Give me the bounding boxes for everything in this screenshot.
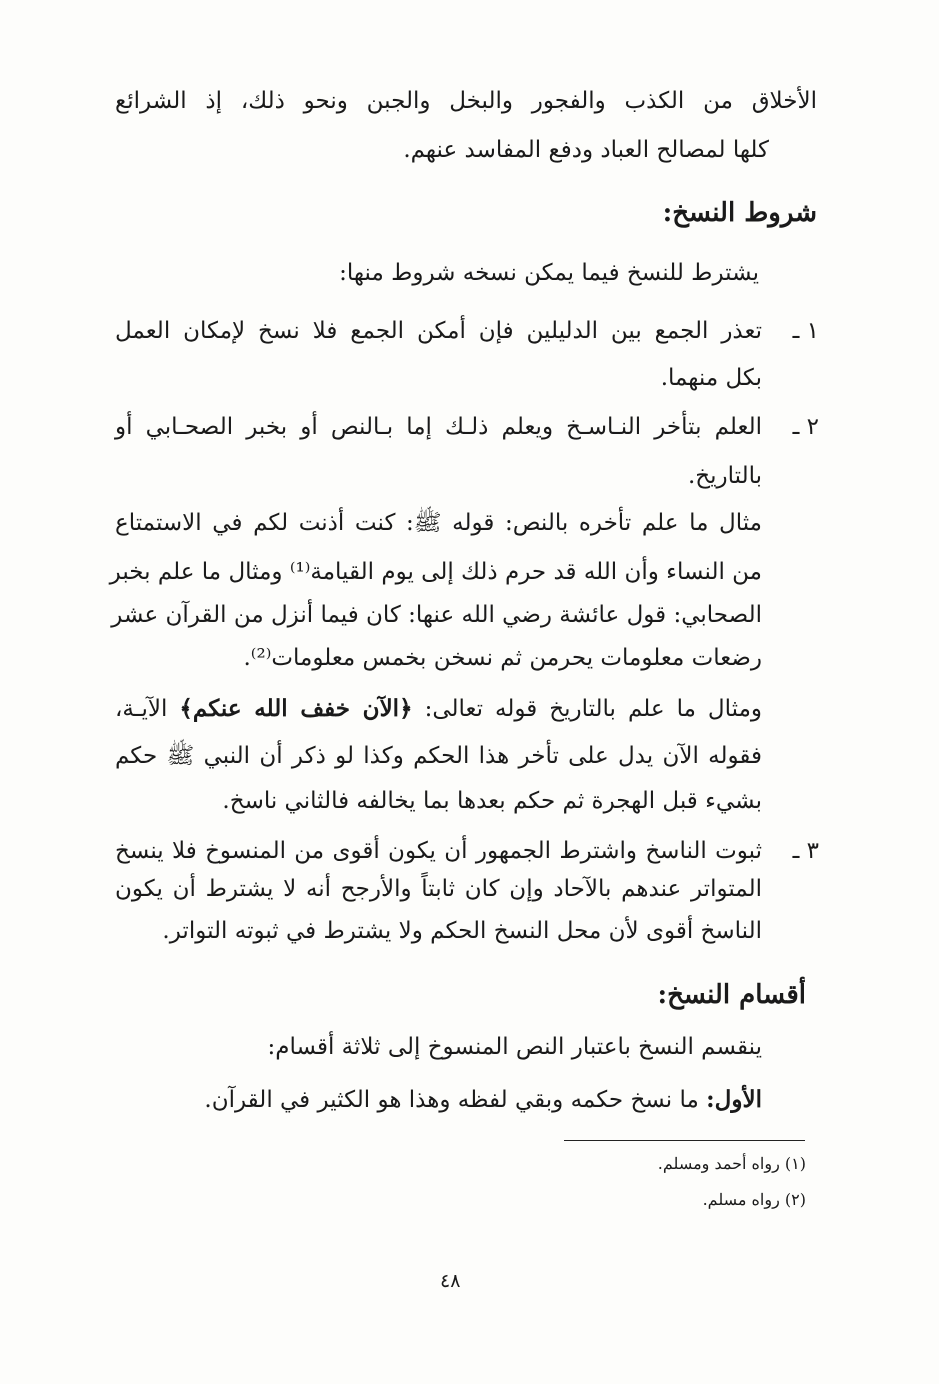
condition-line: بالتاريخ.	[687, 463, 762, 489]
division-text: ما نسخ حكمه وبقي لفظه وهذا هو الكثير في القرآن.	[204, 1087, 699, 1113]
paragraph-line: كلها لمصالح العباد ودفع المفاسد عنهم.	[403, 137, 769, 163]
condition-line: الناسخ أقوى لأن محل النسخ الحكم ولا يشترط في ثبوته التواتر.	[162, 918, 762, 944]
footnote: (٢) رواه مسلم.	[702, 1190, 806, 1209]
section-heading: شروط النسخ:	[662, 198, 817, 228]
example-line: فقوله الآن يدل على تأخر هذا الحكم وكذا لو ذكر أن النبي ﷺ حكم	[115, 743, 762, 769]
condition-number: ٣ ـ	[792, 838, 819, 864]
condition-number: ٢ ـ	[792, 414, 819, 440]
example-text: الآيـة،	[115, 696, 168, 722]
footnote-separator	[564, 1140, 805, 1141]
division-line	[204, 1083, 762, 1117]
condition-line: ثبوت الناسخ واشترط الجمهور أن يكون أقوى من المنسوخ فلا ينسخ	[115, 838, 762, 864]
condition-number: ١ ـ	[792, 318, 819, 344]
footnote: (١) رواه أحمد ومسلم.	[657, 1154, 806, 1173]
intro-line: ينقسم النسخ باعتبار النص المنسوخ إلى ثلاثة أقسام:	[267, 1034, 762, 1060]
condition-line: بكل منهما.	[660, 365, 762, 391]
section-heading: أقسام النسخ:	[657, 980, 806, 1010]
example-line	[115, 692, 762, 726]
example-line: مثال ما علم تأخره بالنص: قوله ﷺ: كنت أذنت لكم في الاستمتاع	[115, 510, 762, 536]
condition-line: تعذر الجمع بين الدليلين فإن أمكن الجمع فلا نسخ لإمكان العمل	[115, 318, 762, 344]
example-text: ومثال ما علم بالتاريخ قوله تعالى:	[424, 696, 763, 722]
paragraph-line: الأخلاق من الكذب والفجور والبخل والجبن ونحو ذلك، إذ الشرائع	[115, 88, 817, 114]
condition-line: المتواتر عندهم بالآحاد وإن كان ثابتاً والأرجح أنه لا يشترط أن يكون	[115, 876, 762, 902]
example-line: الصحابي: قول عائشة رضي الله عنها: كان فيما أنزل من القرآن عشر	[111, 602, 762, 628]
page-number: ٤٨	[440, 1270, 461, 1292]
example-line: من النساء وأن الله قد حرم ذلك إلى يوم القيامة⁽¹⁾ ومثال ما علم بخبر	[109, 559, 762, 585]
condition-line: العلم بتأخر النـاسـخ ويعلم ذلـك إما بـالنص أو بخبر الصحـابي أو	[115, 414, 762, 440]
example-line: بشيء قبل الهجرة ثم حكم بعدها بما يخالفه فالثاني ناسخ.	[222, 788, 762, 814]
intro-line: يشترط للنسخ فيما يمكن نسخه شروط منها:	[339, 260, 759, 286]
division-label: الأول:	[706, 1086, 762, 1113]
example-line: رضعات معلومات يحرمن ثم نسخن بخمس معلومات⁽²⁾.	[243, 645, 762, 671]
quran-verse: ﴿الآن خفف الله عنكم﴾	[179, 695, 413, 722]
